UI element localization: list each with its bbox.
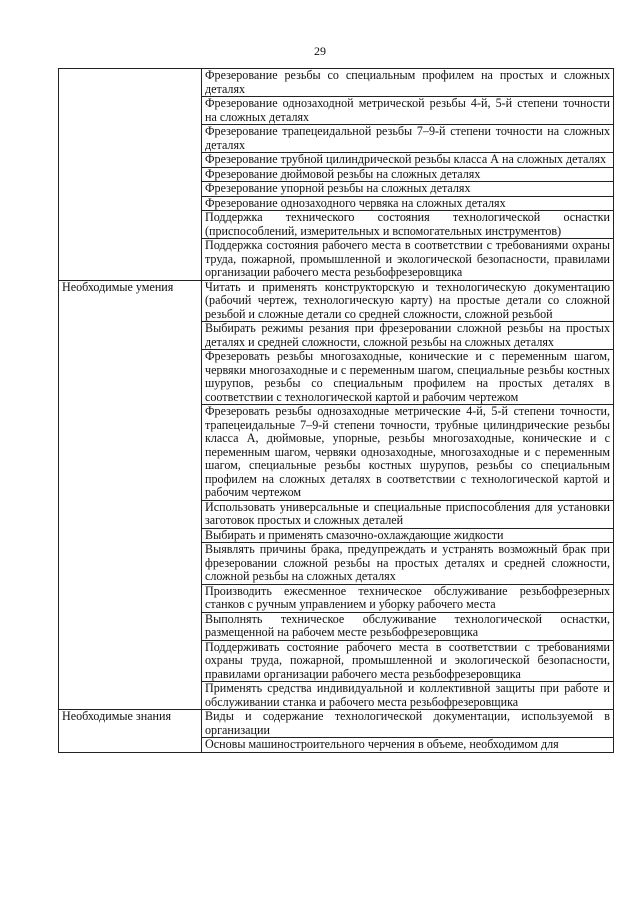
item-text: Фрезерование однозаходного червяка на сложных деталях xyxy=(205,195,506,210)
item-text: Выбирать и применять смазочно-охлаждающие жидкости xyxy=(205,527,504,542)
item-text: Поддерживать состояние рабочего места в соответствии с требованиями охраны труда, пожарной, промышленной и экологической безопасности, правилами организации рабочего места резьбофрезеровщика xyxy=(205,639,610,681)
item-cell xyxy=(202,710,614,738)
item-cell xyxy=(202,167,614,182)
section-label-cell xyxy=(59,69,202,281)
item-cell xyxy=(202,125,614,153)
item-cell xyxy=(202,196,614,211)
item-text: Основы машиностроительного черчения в объеме, необходимом для xyxy=(205,737,559,751)
item-cell xyxy=(202,350,614,405)
item-cell xyxy=(202,153,614,168)
item-cell xyxy=(202,97,614,125)
item-text: Выявлять причины брака, предупреждать и устранять возможный брак при фрезеровании сложной резьбы на простых деталях и средней сложности, сложной резьбы на сложных деталях xyxy=(205,542,610,583)
item-cell xyxy=(202,239,614,281)
item-cell xyxy=(202,280,614,322)
item-cell xyxy=(202,543,614,585)
item-text: Выполнять техническое обслуживание технологической оснастки, размещенной на рабочем месте резьбофрезеровщика xyxy=(205,611,610,639)
section-label: Необходимые знания xyxy=(62,709,172,723)
item-cell xyxy=(202,528,614,543)
item-text: Поддержка технического состояния технологической оснастки (приспособлений, измерительных и вспомогательных инструментов) xyxy=(205,210,610,238)
item-text: Виды и содержание технологической документации, используемой в организации xyxy=(205,709,610,737)
item-text: Фрезерование однозаходной метрической резьбы 4-й, 5-й степени точности на сложных деталях xyxy=(205,96,610,124)
section-label: Необходимые умения xyxy=(62,279,174,294)
table-row xyxy=(59,280,614,322)
item-cell xyxy=(202,738,614,753)
item-cell xyxy=(202,211,614,239)
table-row xyxy=(59,69,614,97)
item-text: Фрезерование резьбы со специальным профилем на простых и сложных деталях xyxy=(205,68,610,96)
item-text: Выбирать режимы резания при фрезеровании сложной резьбы на простых деталях и средней сложности, сложной резьбы на сложных деталях xyxy=(205,321,610,349)
item-cell xyxy=(202,640,614,682)
item-text: Фрезерование трубной цилиндрической резьбы класса А на сложных деталях xyxy=(205,152,607,166)
section-label-cell xyxy=(59,710,202,753)
item-cell xyxy=(202,612,614,640)
competency-table-body xyxy=(59,69,614,753)
item-cell xyxy=(202,182,614,197)
item-text: Поддержка состояния рабочего места в соответствии с требованиями охраны труда, пожарной, промышленной и экологической безопасности, правилами организации рабочего места резьбофрезеровщика xyxy=(205,238,610,279)
item-text: Производить ежесменное техническое обслуживание резьбофрезерных станков с ручным управлением и уборку рабочего места xyxy=(205,583,610,611)
page-number: 29 xyxy=(314,44,326,58)
item-text: Фрезерование трапецеидальной резьбы 7–9-й степени точности на сложных деталях xyxy=(205,124,610,152)
item-text: Фрезеровать резьбы многозаходные, конические и с переменным шагом, червяки многозаходные и с переменным шагом, специальные резьбы костных шурупов, резьбы со специальным профилем на простых деталях в соответствии с технологической картой и рабочим чертежом xyxy=(205,349,610,404)
section-label-cell xyxy=(59,280,202,710)
item-text: Читать и применять конструкторскую и технологическую документацию (рабочий чертеж, технологическую карту) на простые детали со сложной резьбой и сложные детали со средней сложности, сложной резьбой xyxy=(205,279,610,321)
table-row xyxy=(59,710,614,738)
item-text: Фрезерование упорной резьбы на сложных деталях xyxy=(205,181,471,195)
item-text: Использовать универсальные и специальные приспособления для установки заготовок простых и сложных деталей xyxy=(205,499,610,527)
competency-table xyxy=(58,68,614,753)
item-cell xyxy=(202,322,614,350)
item-text: Применять средства индивидуальной и коллективной защиты при работе и обслуживании станка и рабочего места резьбофрезеровщика xyxy=(205,681,610,709)
item-cell xyxy=(202,682,614,710)
item-text: Фрезеровать резьбы однозаходные метрические 4-й, 5-й степени точности, трапецеидальные 7–9-й степени точности, трубные цилиндрические резьбы класса А, дюймовые, упорные, резьбы многозаходные, конические и с переменным шагом, червяки однозаходные, многозаходные и с переменным шагом, специальные резьбы костных шурупов, резьбы со специальным профилем на сложных деталях в соответствии с технологической картой и рабочим чертежом xyxy=(205,404,610,499)
item-cell xyxy=(202,584,614,612)
item-cell xyxy=(202,69,614,97)
item-cell xyxy=(202,500,614,528)
item-text: Фрезерование дюймовой резьбы на сложных деталях xyxy=(205,166,481,181)
item-cell xyxy=(202,405,614,501)
